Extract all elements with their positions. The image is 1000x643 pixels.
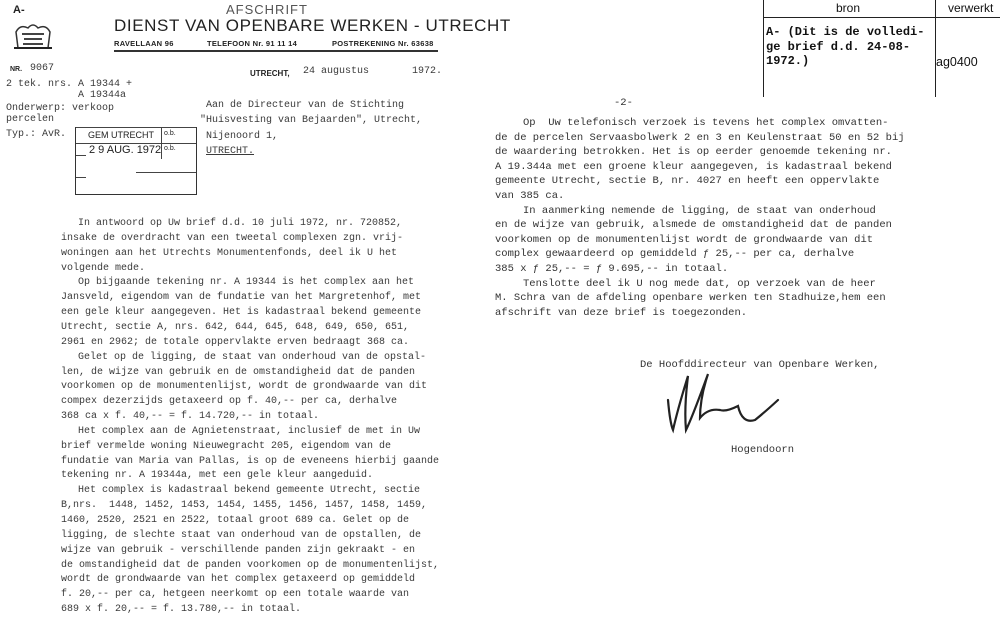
body-text-line: ligging, de slechte staat van onderhoud van de opstallen, de xyxy=(61,529,422,541)
drawings-ref: 2 tek. nrs. A 19344 + xyxy=(6,79,133,90)
body-text-line: Jansveld, eigendom van de fundatie van het Margretenhof, met xyxy=(61,292,422,304)
body-text-line: insake de overdracht van een tweetal complexen zgn. vrij- xyxy=(61,232,404,244)
body-text-line: Gelet op de ligging, de staat van onderhoud van de opstal- xyxy=(78,351,427,363)
body-text-line: Utrecht, sectie A, nrs. 642, 644, 645, 648, 649, 650, 651, xyxy=(61,321,410,333)
letter-number: 9067 xyxy=(30,63,55,74)
source-cell-line: A- (Dit is de volledi- xyxy=(766,25,925,39)
body-text-line: woningen aan het Utrechts Monumentenfonds, deel ik U het xyxy=(61,247,398,259)
source-cell-line: 1972.) xyxy=(766,54,810,68)
place-label: UTRECHT, xyxy=(250,69,290,78)
body-text-line: wijze van gebruik - verschillende panden zijn gekraakt - en xyxy=(61,544,416,556)
stamp-org: GEM UTRECHT xyxy=(88,130,154,140)
body-text-line: In antwoord op Uw brief d.d. 10 juli 1972, nr. 720852, xyxy=(78,218,403,229)
body-text-line: Tenslotte deel ik U nog mede dat, op verzoek van de heer xyxy=(523,277,876,290)
body-text-line: van 385 ca. xyxy=(495,190,565,202)
body-text-line: de omstandigheid dat de panden voorkomen op de monumentenlijst, xyxy=(61,559,440,571)
column-header-processed: verwerkt xyxy=(948,1,994,15)
addressee-line: UTRECHT. xyxy=(206,146,255,157)
body-text-line: een gele kleur aangegeven. Het is kadastraal bekend gemeente xyxy=(61,307,422,319)
column-header-source: bron xyxy=(836,1,861,15)
body-text-line: tekening nr. A 19344a, met een gele kleur aangeduid. xyxy=(61,470,374,482)
body-text-line: voorkomen op de monumentenlijst wordt de grondwaarde van dit xyxy=(495,233,874,246)
body-text-line: Op bijgaande tekening nr. A 19344 is het complex aan het xyxy=(78,277,415,289)
letterhead-address: RAVELLAAN 96 xyxy=(114,39,174,48)
signatory-name: Hogendoorn xyxy=(731,444,795,456)
body-text-line: complex gewaardeerd op gemiddeld ƒ 25,-- per ca, derhalve xyxy=(495,248,855,261)
body-text-line: afschrift van deze brief is toegezonden. xyxy=(495,306,748,319)
letterhead-phone: TELEFOON Nr. 91 11 14 xyxy=(207,39,298,48)
body-text-line: fundatie van Maria van Pallas, is op de eveneens hierbij gaande xyxy=(61,455,440,467)
addressee-line: Nijenoord 1, xyxy=(206,131,279,142)
body-text-line: A 19.344a met een groene kleur aangegeven, is kadastraal bekend xyxy=(495,160,892,173)
letter-year: 1972. xyxy=(412,66,443,77)
body-text-line: 2961 en 2962; de totale oppervlakte erven bedraagt 368 ca. xyxy=(61,336,410,348)
table-column-divider xyxy=(935,0,936,97)
body-text-line: wordt de grondwaarde van het complex getaxeerd op gemiddeld xyxy=(61,574,416,586)
body-text-line: de waardering betrokken. Het is op eerder genoemde tekening nr. xyxy=(495,146,892,159)
page-number: -2- xyxy=(614,97,633,109)
body-text-line: 689 x f. 20,-- = f. 13.780,-- in totaal. xyxy=(61,604,302,616)
body-text-line: 1460, 2520, 2521 en 2522, totaal groot 689 ca. Gelet op de xyxy=(61,515,410,526)
subject: percelen xyxy=(6,114,55,125)
body-text-line: volgende mede. xyxy=(61,262,146,274)
subject: Onderwerp: verkoop xyxy=(6,103,115,114)
body-text-line: len, de wijze van gebruik en de omstandigheid dat de panden xyxy=(61,366,416,378)
table-header-divider xyxy=(763,17,1000,18)
body-text-line: Het complex aan de Agnietenstraat, inclusief de met in Uw xyxy=(78,425,421,437)
letterhead-title: DIENST VAN OPENBARE WERKEN - UTRECHT xyxy=(114,16,511,35)
body-text-line: gemeente Utrecht, sectie B, nr. 4027 en heeft een oppervlakte xyxy=(495,175,880,188)
letterhead-rule xyxy=(114,50,438,52)
body-text-line: 385 x ƒ 25,-- = ƒ 9.695,-- in totaal. xyxy=(495,263,729,275)
city-crest-logo xyxy=(10,22,56,57)
table-border-left xyxy=(763,0,764,97)
received-stamp xyxy=(75,127,197,195)
corner-mark: A- xyxy=(13,4,25,16)
body-text-line: B,nrs. 1448, 1452, 1453, 1454, 1455, 1456, 1457, 1458, 1459, xyxy=(61,500,428,512)
body-text-line: brief vermelde woning Nieuwegracht 205, eigendom van de xyxy=(61,440,392,452)
closing-line: De Hoofddirecteur van Openbare Werken, xyxy=(640,359,880,371)
copy-stamp: AFSCHRIFT xyxy=(226,2,308,17)
body-text-line: f. 20,-- per ca, hetgeen neerkomt op een totale waarde van xyxy=(61,589,410,601)
body-text-line: de de percelen Servaasbolwerk 2 en 3 en Keulenstraat 50 en 52 bij xyxy=(495,131,905,144)
letter-date: 24 augustus xyxy=(303,66,370,77)
addressee-line: Aan de Directeur van de Stichting xyxy=(206,100,405,111)
body-text-line: en de wijze van gebruik, alsmede de omstandigheid dat de panden xyxy=(495,219,892,232)
signature xyxy=(660,368,785,443)
body-text-line: In aanmerking nemende de ligging, de staat van onderhoud xyxy=(523,204,876,217)
number-label: NR. xyxy=(10,66,23,73)
typist: Typ.: AvR. xyxy=(6,129,67,140)
stamp-date: 2 9 AUG. 1972 xyxy=(89,144,162,156)
body-text-line: Op Uw telefonisch verzoek is tevens het complex omvatten- xyxy=(523,117,889,129)
body-text-line: compex dezerzijds getaxeerd op f. 40,-- per ca, derhalve xyxy=(61,396,398,408)
body-text-line: M. Schra van de afdeling openbare werken ten Stadhuize,hem een xyxy=(495,292,886,305)
drawings-ref: A 19344a xyxy=(78,90,127,101)
source-cell-line: ge brief d.d. 24-08- xyxy=(766,40,911,54)
body-text-line: Het complex is kadastraal bekend gemeente Utrecht, sectie xyxy=(78,485,421,497)
letterhead-giro: POSTREKENING Nr. 63638 xyxy=(332,39,434,48)
body-text-line: voorkomen op de monumentenlijst, wordt de grondwaarde van dit xyxy=(61,381,428,393)
body-text-line: 368 ca x f. 40,-- = f. 14.720,-- in totaal. xyxy=(61,411,320,423)
processed-cell: ag0400 xyxy=(936,55,978,69)
addressee-line: "Huisvesting van Bejaarden", Utrecht, xyxy=(200,115,423,126)
stamp-field: o.b. xyxy=(164,130,176,137)
stamp-field: o.b. xyxy=(164,145,176,152)
